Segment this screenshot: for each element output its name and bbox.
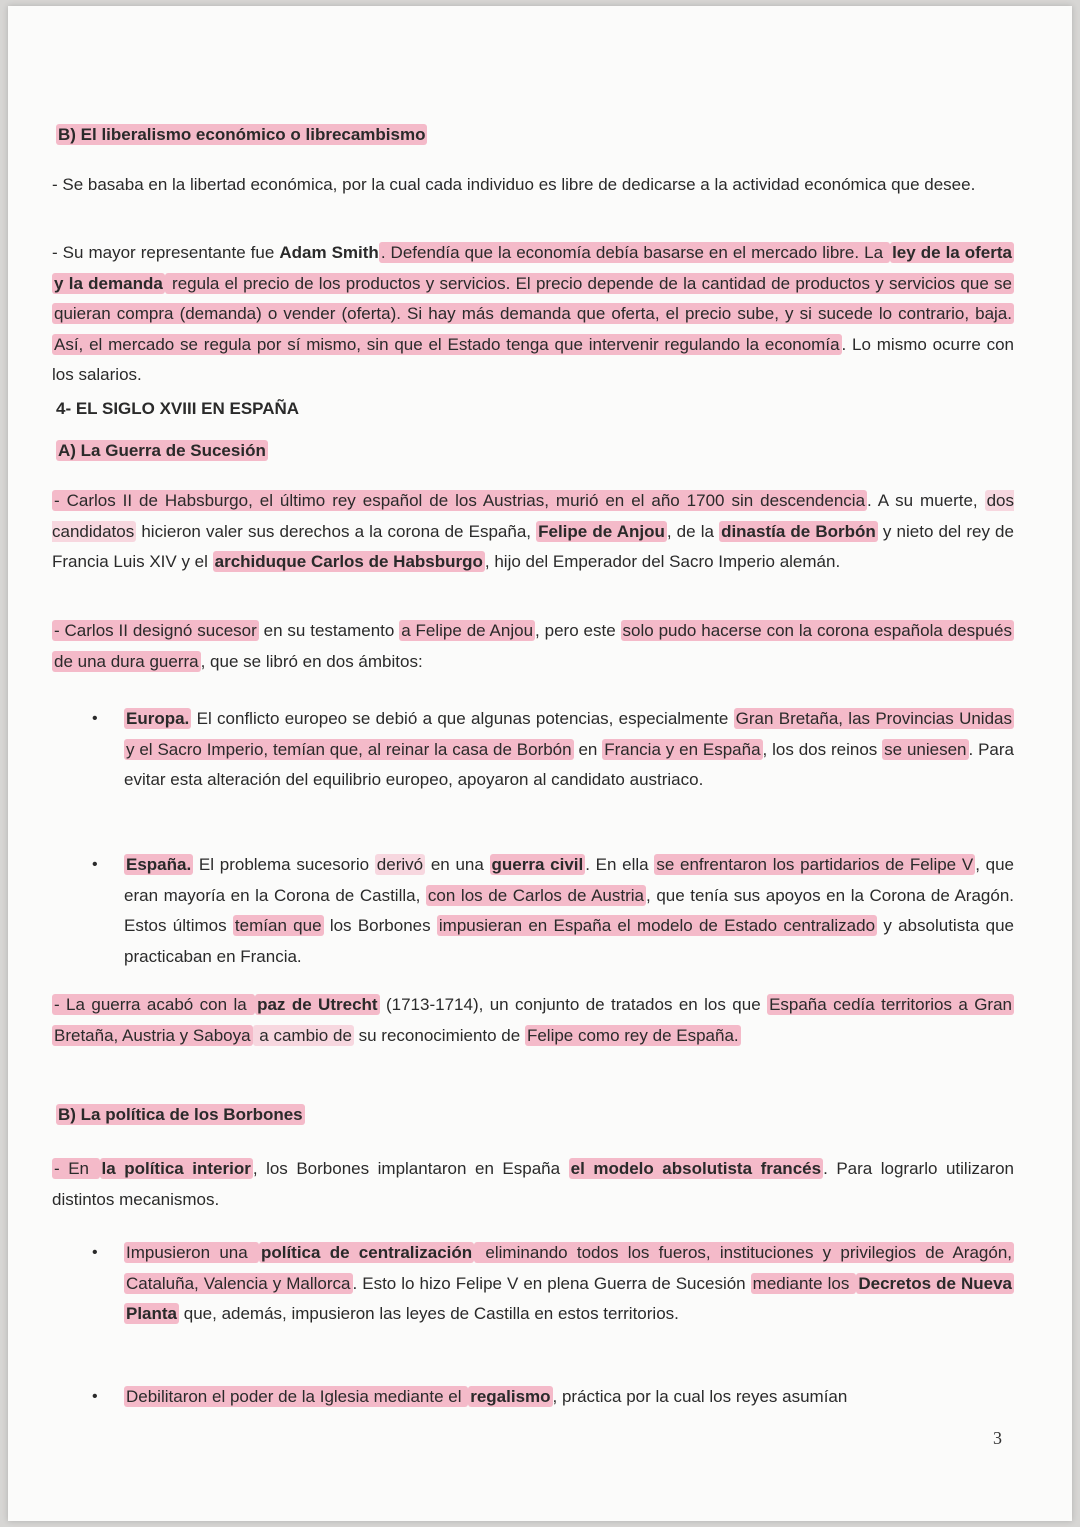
highlighted-fragment: se uniesen bbox=[884, 739, 967, 759]
highlighted-fragment: Felipe como rey de España. bbox=[526, 1025, 739, 1045]
term-decretos-nueva-planta: Decretos de Nueva Planta bbox=[126, 1273, 1012, 1323]
text-fragment: en su testamento bbox=[258, 621, 400, 640]
term-guerra-civil: guerra civil bbox=[491, 855, 584, 874]
bullet-europa bbox=[92, 704, 1015, 796]
text-fragment: en una bbox=[425, 855, 490, 874]
heading-siglo-xviii: 4- EL SIGLO XVIII EN ESPAÑA bbox=[56, 399, 300, 418]
text-fragment: - Su mayor representante fue bbox=[52, 243, 280, 262]
highlighted-fragment: con los de Carlos de Austria bbox=[427, 885, 644, 905]
bullet-icon: • bbox=[92, 856, 98, 873]
term-espana: España. bbox=[126, 855, 192, 874]
highlighted-fragment: Debilitaron el poder de la Iglesia mediante el bbox=[126, 1387, 467, 1406]
text-fragment: su reconocimiento de bbox=[353, 1025, 525, 1045]
highlighted-fragment: dos candidatos bbox=[52, 491, 1014, 541]
heading-guerra-sucesion bbox=[52, 436, 274, 466]
paragraph-paz-utrecht bbox=[52, 990, 1014, 1051]
text-fragment: . Lo mismo ocurre con los salarios. bbox=[52, 334, 1014, 384]
text-fragment: en bbox=[573, 739, 603, 759]
text-fragment: (1713-1714), un conjunto de tratados en los que bbox=[379, 995, 768, 1014]
text-fragment: y absolutista que practicaban en Francia. bbox=[124, 916, 1015, 966]
text-fragment: , que eran mayoría en la Corona de Castilla, bbox=[124, 855, 1015, 905]
highlighted-fragment: Impusieron una bbox=[126, 1243, 257, 1262]
bullet-espana bbox=[92, 850, 1015, 972]
text-fragment: , práctica por la cual los reyes asumían bbox=[552, 1387, 848, 1406]
highlighted-fragment: España cedía territorios a Gran Bretaña, Austria y Saboya bbox=[54, 995, 1013, 1045]
text-fragment: . Para lograrlo utilizaron distintos mecanismos. bbox=[52, 1159, 1015, 1209]
bullet-centralizacion bbox=[92, 1238, 1014, 1330]
highlighted-fragment: - La guerra acabó con la bbox=[54, 995, 254, 1014]
highlighted-fragment: - Carlos II de Habsburgo, el último rey español de los Austrias, murió en el año 1700 sin descendencia bbox=[54, 491, 866, 510]
text-fragment: , pero este bbox=[535, 621, 621, 640]
highlighted-fragment: impusieran en España el modelo de Estado centralizado bbox=[438, 916, 876, 935]
bullet-regalismo bbox=[92, 1382, 1014, 1413]
heading-liberalismo bbox=[52, 120, 433, 150]
term-felipe-anjou: Felipe de Anjou bbox=[538, 521, 665, 541]
text-fragment: , los Borbones implantaron en España bbox=[252, 1159, 569, 1178]
text-fragment: El problema sucesorio bbox=[193, 855, 375, 874]
text-fragment: . En ella bbox=[585, 855, 655, 874]
text-fragment: El conflicto europeo se debió a que algunas potencias, especialmente bbox=[191, 709, 734, 728]
heading-guerra-sucesion-text: A) La Guerra de Sucesión bbox=[58, 441, 266, 460]
highlighted-fragment: a cambio de bbox=[254, 1025, 352, 1045]
highlighted-fragment: temían que bbox=[234, 916, 322, 935]
bullet-icon: • bbox=[92, 1388, 98, 1405]
term-politica-interior: la política interior bbox=[101, 1159, 251, 1178]
document-page bbox=[8, 6, 1072, 1521]
text-fragment: , los dos reinos bbox=[762, 739, 883, 759]
highlighted-fragment: a Felipe de Anjou bbox=[401, 621, 534, 640]
text-fragment: . A su muerte, bbox=[867, 491, 985, 510]
term-oferta-demanda: ley de la oferta y la demanda bbox=[54, 243, 1012, 293]
highlighted-fragment: Gran Bretaña, las Provincias Unidas y el Sacro Imperio, temían que, al reinar la casa de Borbón bbox=[126, 709, 1012, 759]
text-fragment: los Borbones bbox=[323, 916, 437, 935]
heading-politica-borbones-text: B) La política de los Borbones bbox=[58, 1105, 303, 1124]
bullet-icon: • bbox=[92, 710, 98, 727]
term-modelo-absolutista: el modelo absolutista francés bbox=[570, 1159, 822, 1178]
text-fragment: , que se libró en dos ámbitos: bbox=[200, 651, 423, 671]
paragraph-testamento bbox=[52, 616, 1014, 677]
highlighted-fragment: - En bbox=[54, 1159, 98, 1178]
bullet-icon: • bbox=[92, 1244, 98, 1261]
text-fragment: hicieron valer sus derechos a la corona de España, bbox=[136, 521, 537, 541]
text-fragment: que, además, impusieron las leyes de Castilla en estos territorios. bbox=[179, 1304, 679, 1323]
heading-politica-borbones bbox=[52, 1100, 311, 1130]
term-adam-smith: Adam Smith bbox=[279, 243, 379, 262]
text-fragment: , hijo del Emperador del Sacro Imperio alemán. bbox=[484, 552, 841, 571]
highlighted-fragment: - Carlos II designó sucesor bbox=[54, 621, 257, 640]
highlighted-fragment: se enfrentaron los partidarios de Felipe V bbox=[656, 855, 974, 874]
page-number: 3 bbox=[993, 1428, 1002, 1448]
highlighted-fragment: derivó bbox=[376, 855, 424, 874]
highlighted-fragment: Francia y en España bbox=[604, 739, 761, 759]
text-fragment: , de la bbox=[666, 521, 720, 541]
text-fragment: y nieto del rey de Francia Luis XIV y el bbox=[52, 521, 1014, 571]
paragraph-adam-smith bbox=[52, 238, 1014, 391]
text-fragment: , que tenía sus apoyos en la Corona de Aragón. Estos últimos bbox=[124, 885, 1015, 935]
term-regalismo: regalismo bbox=[470, 1387, 551, 1406]
term-paz-utrecht: paz de Utrecht bbox=[257, 995, 378, 1014]
heading-liberalismo-text: B) El liberalismo económico o librecambismo bbox=[58, 125, 426, 144]
highlighted-fragment: regula el precio de los productos y servicios. El precio depende de la cantidad de productos y servicios que se quieran compra (demanda) o vender (oferta). Si hay más demanda que oferta, el precio sube, y si sucede lo contrario, baja. Así, el mercado se regula por sí mismo, sin que el Estado tenga que intervenir regulando la economía bbox=[54, 273, 1012, 354]
paragraph-politica-interior bbox=[52, 1154, 1014, 1215]
term-centralizacion: política de centralización bbox=[260, 1243, 473, 1262]
highlighted-fragment: solo pudo hacerse con la corona española después de una dura guerra bbox=[54, 621, 1012, 671]
text-fragment: . Para evitar esta alteración del equilibrio europeo, apoyaron al candidato austriaco. bbox=[124, 739, 1015, 789]
highlighted-fragment: mediante los bbox=[752, 1273, 855, 1293]
term-europa: Europa. bbox=[126, 709, 190, 728]
paragraph-libertad-economica: - Se basaba en la libertad económica, por la cual cada individuo es libre de dedicarse a la actividad económica que desee. bbox=[52, 175, 976, 194]
term-archiduque-carlos: archiduque Carlos de Habsburgo bbox=[214, 552, 483, 571]
text-fragment: . Esto lo hizo Felipe V en plena Guerra de Sucesión bbox=[352, 1273, 751, 1293]
term-dinastia-borbon: dinastía de Borbón bbox=[721, 521, 876, 541]
paragraph-carlos-ii bbox=[52, 486, 1014, 578]
highlighted-fragment: . Defendía que la economía debía basarse en el mercado libre. La bbox=[380, 243, 889, 262]
highlighted-fragment: eliminando todos los fueros, instituciones y privilegios de Aragón, Cataluña, Valencia y Mallorca bbox=[126, 1243, 1013, 1293]
